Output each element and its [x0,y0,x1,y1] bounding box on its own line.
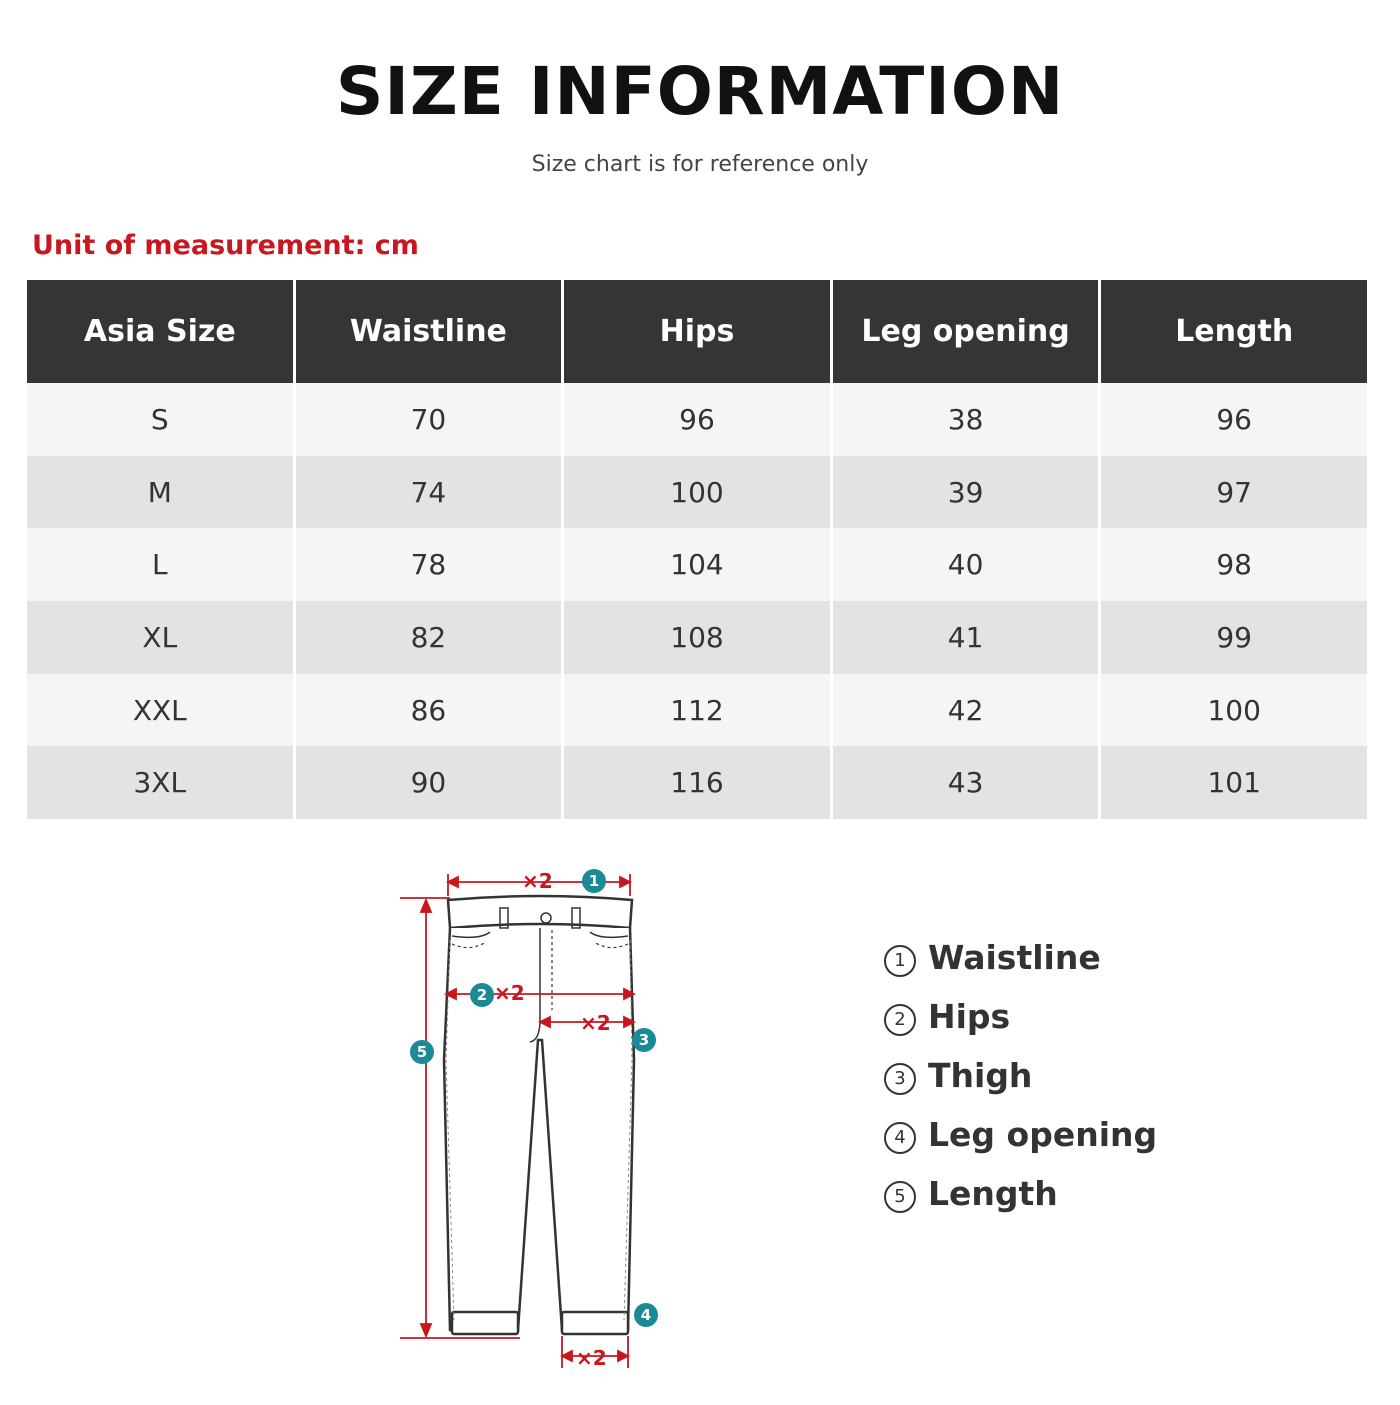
table-cell: 100 [1101,674,1367,747]
table-row [27,383,1367,456]
table-cell: 41 [833,601,1099,674]
table-cell: 112 [564,674,830,747]
table-row [27,674,1367,747]
table-row [27,746,1367,819]
table-cell: 96 [564,383,830,456]
unit-label: Unit of measurement: cm [32,230,419,261]
marker-1: 1 [588,872,600,890]
legend-label: Hips [928,997,1011,1036]
table-cell: 96 [1101,383,1367,456]
table-cell: 3XL [27,746,293,819]
table-cell: L [27,528,293,601]
table-cell: 104 [564,528,830,601]
legend-label: Waistline [928,938,1101,977]
legend-label: Length [928,1174,1058,1213]
multiplier-label: ×2 [522,869,553,893]
table-cell: XXL [27,674,293,747]
pants-measurement-diagram [390,860,680,1380]
column-header-hips: Hips [564,280,830,383]
page-subtitle: Size chart is for reference only [531,152,869,177]
legend-item [884,1164,1157,1223]
table-cell: 38 [833,383,1099,456]
table-cell: S [27,383,293,456]
table-cell: 90 [296,746,562,819]
column-header-waistline: Waistline [296,280,562,383]
legend-item [884,1105,1157,1164]
legend-number: 3 [884,1063,916,1095]
table-row [27,601,1367,674]
table-cell: 116 [564,746,830,819]
table-cell: 101 [1101,746,1367,819]
legend-item [884,1046,1157,1105]
measurement-legend [884,928,1157,1223]
marker-5: 5 [416,1043,428,1061]
multiplier-label: ×2 [576,1346,607,1370]
table-cell: 43 [833,746,1099,819]
legend-number: 5 [884,1181,916,1213]
table-cell: 82 [296,601,562,674]
size-table [24,280,1370,819]
table-cell: 40 [833,528,1099,601]
marker-4: 4 [640,1306,652,1324]
column-header-leg-opening: Leg opening [833,280,1099,383]
table-cell: 100 [564,456,830,529]
table-cell: 108 [564,601,830,674]
table-cell: M [27,456,293,529]
table-cell: 42 [833,674,1099,747]
legend-label: Leg opening [928,1115,1158,1154]
table-cell: XL [27,601,293,674]
multiplier-label: ×2 [580,1011,611,1035]
marker-2: 2 [476,986,488,1004]
column-header-asia-size: Asia Size [27,280,293,383]
table-cell: 99 [1101,601,1367,674]
marker-3: 3 [638,1031,650,1049]
page-title: SIZE INFORMATION [335,53,1065,130]
table-cell: 70 [296,383,562,456]
table-cell: 98 [1101,528,1367,601]
table-row [27,528,1367,601]
table-header-row [27,280,1367,383]
legend-number: 1 [884,945,916,977]
table-row [27,456,1367,529]
multiplier-label: ×2 [494,981,525,1005]
legend-item [884,987,1157,1046]
legend-number: 4 [884,1122,916,1154]
table-cell: 39 [833,456,1099,529]
legend-item [884,928,1157,987]
table-cell: 74 [296,456,562,529]
table-cell: 86 [296,674,562,747]
pants-outline-icon [444,896,634,1334]
table-cell: 78 [296,528,562,601]
legend-number: 2 [884,1004,916,1036]
table-cell: 97 [1101,456,1367,529]
legend-label: Thigh [928,1056,1033,1095]
column-header-length: Length [1101,280,1367,383]
